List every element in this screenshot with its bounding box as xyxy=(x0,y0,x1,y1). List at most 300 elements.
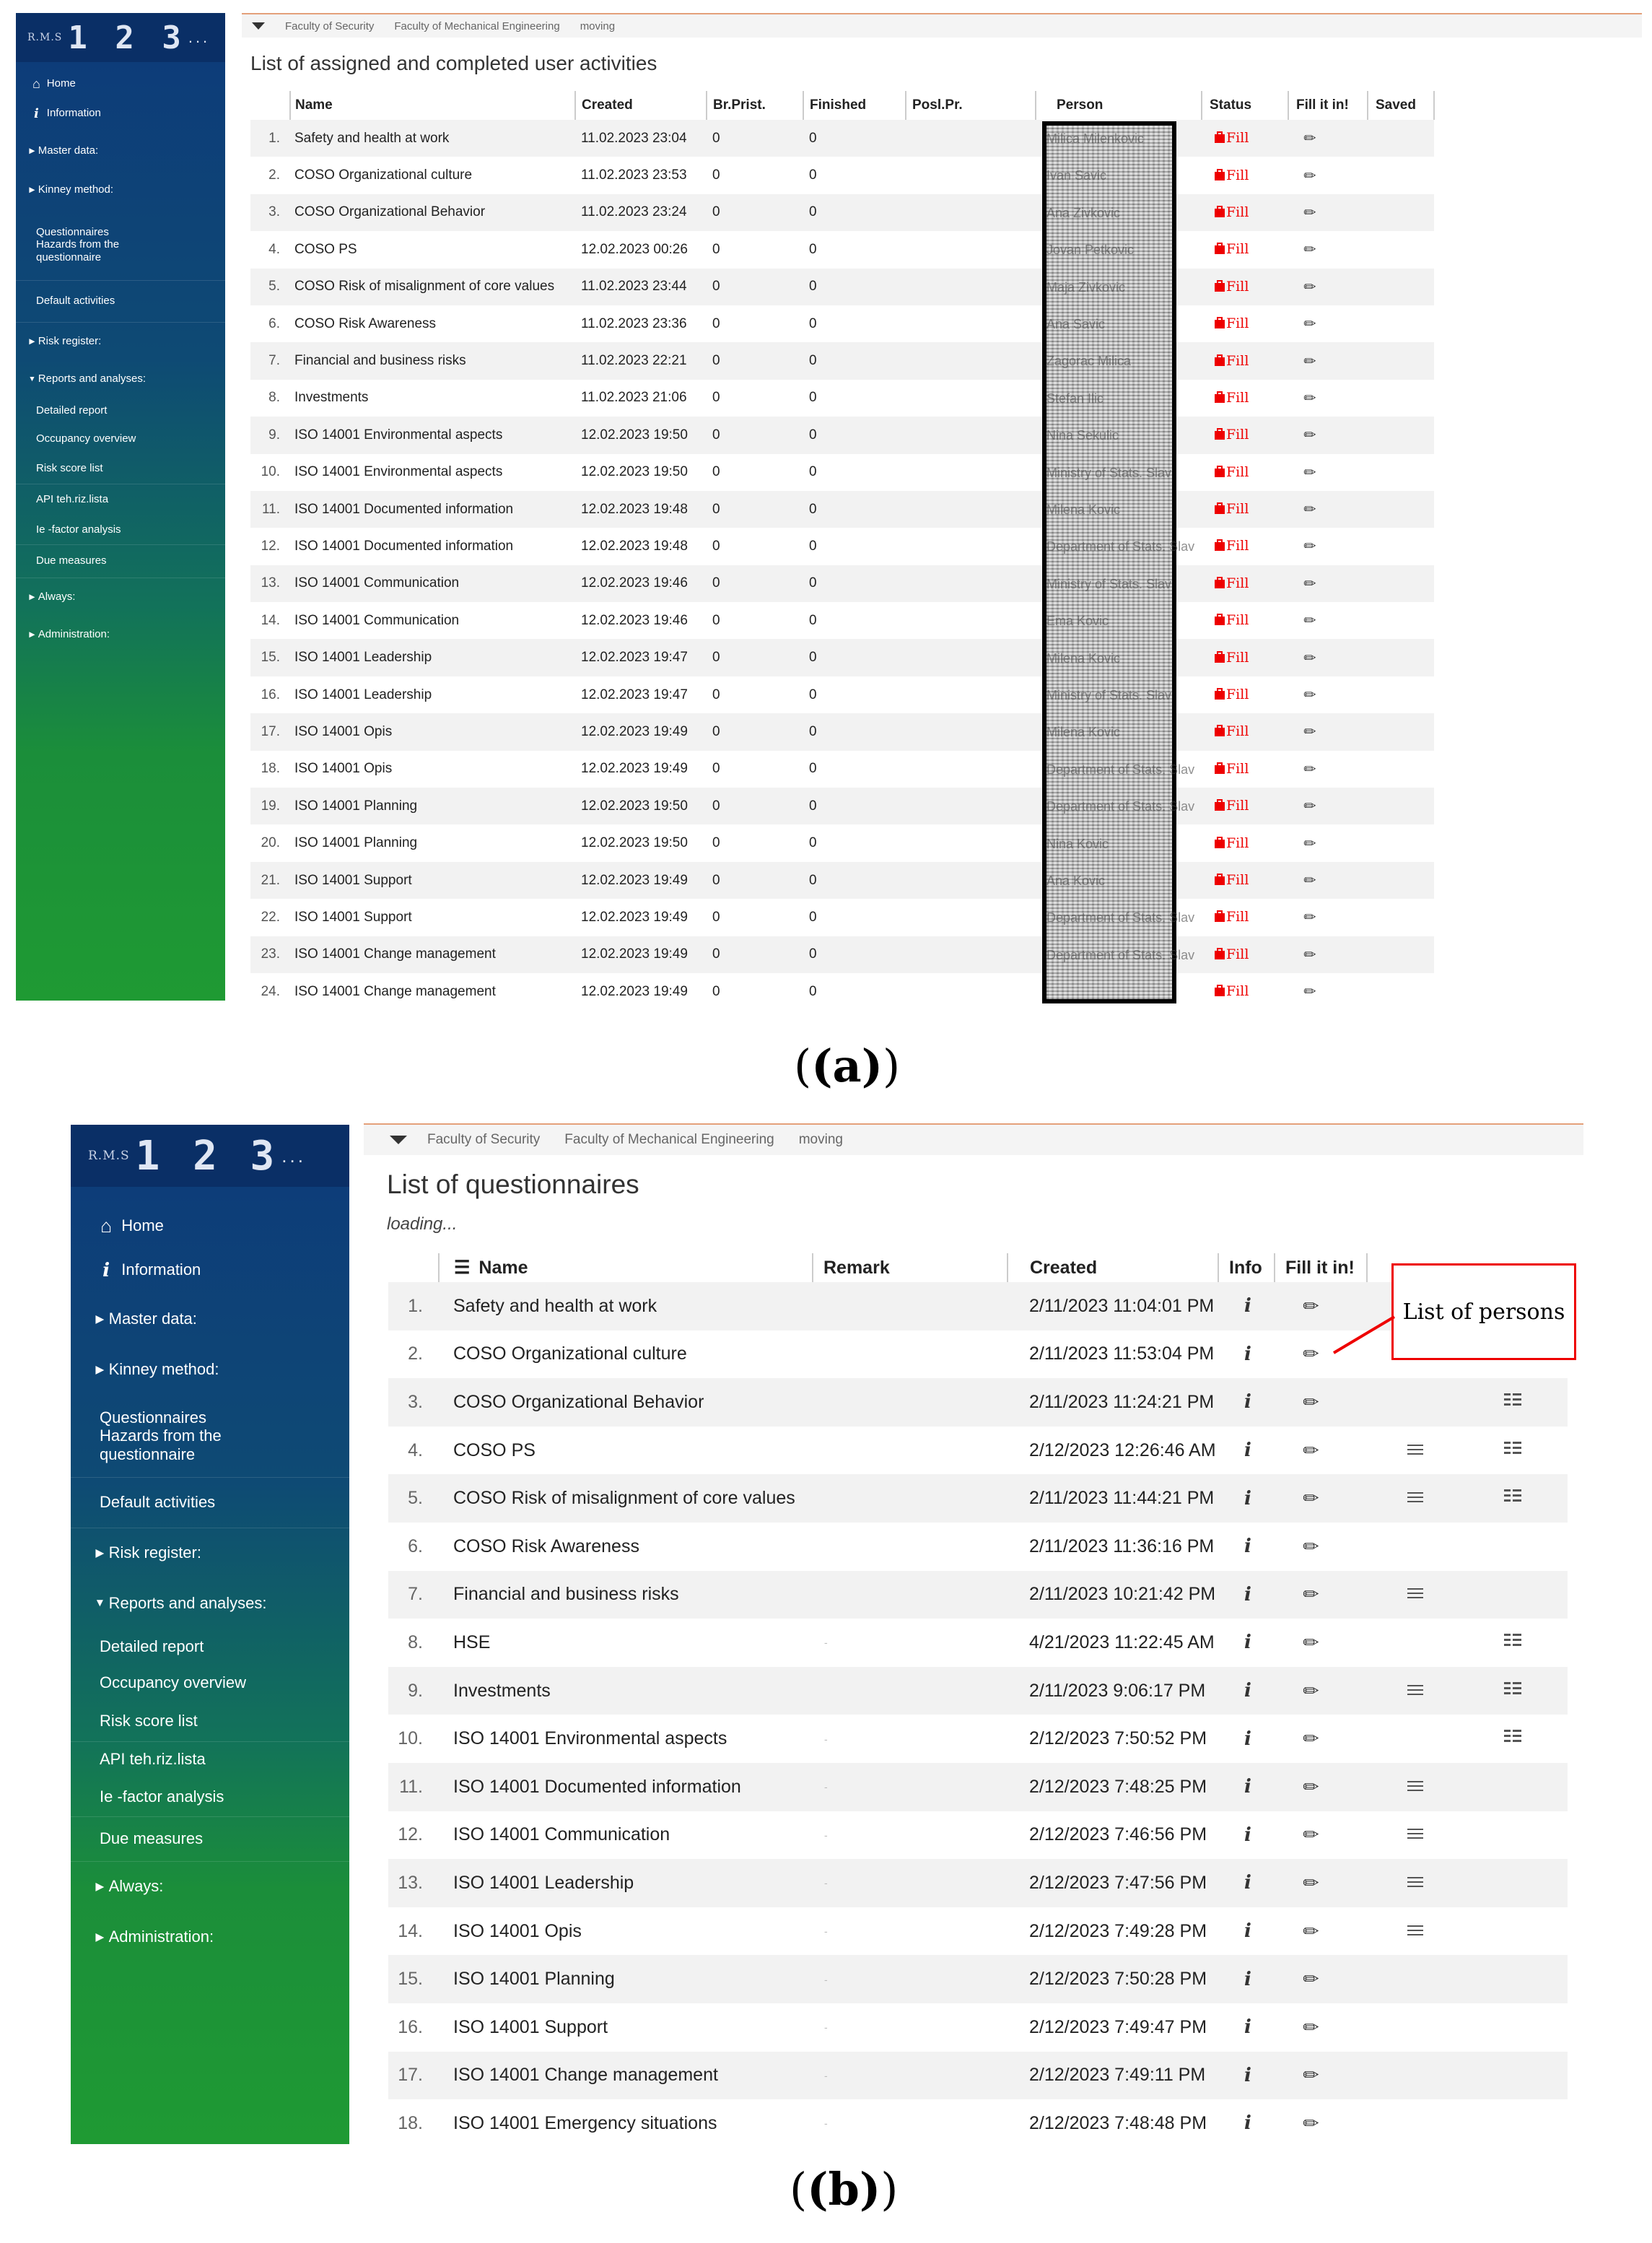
fill-it-in-cell[interactable] xyxy=(1288,194,1368,231)
table-row[interactable] xyxy=(250,380,1434,417)
status-cell[interactable] xyxy=(1202,269,1288,305)
sidebar-item-questionnaires[interactable] xyxy=(16,209,225,281)
form-cell[interactable] xyxy=(1474,1667,1568,1715)
sidebar-item-api-teh-riz-lista[interactable] xyxy=(71,1741,349,1777)
info-icon[interactable]: i xyxy=(1244,1343,1251,1365)
info-icon[interactable]: i xyxy=(1244,1824,1251,1846)
fill-it-in-cell[interactable] xyxy=(1288,936,1368,973)
info-cell[interactable] xyxy=(1218,1715,1275,1763)
pencil-icon[interactable]: ✎ xyxy=(1298,1437,1324,1464)
fill-it-in-cell[interactable] xyxy=(1288,676,1368,713)
fill-it-in-cell[interactable] xyxy=(1288,528,1368,565)
form-icon[interactable] xyxy=(1504,1440,1523,1456)
fill-it-in-cell[interactable] xyxy=(1275,2052,1367,2100)
form-icon[interactable] xyxy=(1504,1392,1523,1408)
info-cell[interactable] xyxy=(1218,1523,1275,1571)
fill-it-in-cell[interactable] xyxy=(1275,1907,1367,1956)
table-row[interactable] xyxy=(250,899,1434,936)
fill-it-in-cell[interactable] xyxy=(1288,417,1368,453)
fill-it-in-cell[interactable] xyxy=(1288,788,1368,824)
status-cell[interactable] xyxy=(1202,491,1288,528)
chevron-down-icon[interactable] xyxy=(252,22,265,30)
sidebar-item-due-measures[interactable] xyxy=(71,1816,349,1862)
column-header-info[interactable]: Info xyxy=(1218,1253,1275,1282)
table-row[interactable] xyxy=(388,1378,1568,1427)
pencil-icon[interactable]: ✎ xyxy=(1301,759,1321,780)
info-cell[interactable] xyxy=(1218,1763,1275,1811)
table-row[interactable] xyxy=(250,417,1434,453)
fill-it-in-cell[interactable] xyxy=(1288,120,1368,157)
sidebar-item-reports-and-analyses[interactable] xyxy=(16,361,225,397)
fill-it-in-cell[interactable] xyxy=(1288,713,1368,750)
list-icon[interactable] xyxy=(1407,1780,1423,1793)
sidebar-item-occupancy-overview[interactable] xyxy=(71,1665,349,1701)
list-icon[interactable] xyxy=(1407,1924,1423,1937)
pencil-icon[interactable]: ✎ xyxy=(1301,574,1321,594)
fill-it-in-cell[interactable] xyxy=(1275,1955,1367,2003)
sidebar-item-risk-register[interactable] xyxy=(71,1528,349,1578)
pencil-icon[interactable]: ✎ xyxy=(1301,685,1321,705)
breadcrumb-item[interactable]: Faculty of Mechanical Engineering xyxy=(564,1132,774,1147)
breadcrumb-item[interactable]: moving xyxy=(798,1132,843,1147)
info-icon[interactable]: i xyxy=(1244,1680,1251,1702)
pencil-icon[interactable]: ✎ xyxy=(1298,2109,1324,2137)
list-of-persons-cell[interactable] xyxy=(1367,1859,1474,1907)
fill-it-in-cell[interactable] xyxy=(1288,602,1368,639)
menu-icon[interactable]: ☰ xyxy=(454,1258,471,1278)
sidebar-item-due-measures[interactable] xyxy=(16,544,225,578)
sidebar-item-risk-register[interactable] xyxy=(16,322,225,361)
table-row[interactable] xyxy=(388,1571,1568,1619)
list-of-persons-cell[interactable] xyxy=(1367,1474,1474,1523)
table-row[interactable] xyxy=(388,2052,1568,2100)
sidebar-item-detailed-report[interactable] xyxy=(71,1629,349,1665)
table-row[interactable] xyxy=(388,1763,1568,1811)
info-icon[interactable]: i xyxy=(1244,1872,1251,1894)
pencil-icon[interactable]: ✎ xyxy=(1301,129,1321,149)
column-header-saved[interactable]: Saved xyxy=(1368,91,1434,120)
info-icon[interactable]: i xyxy=(1244,1632,1251,1654)
form-cell[interactable] xyxy=(1474,1378,1568,1427)
list-of-persons-cell[interactable] xyxy=(1367,1571,1474,1619)
created-date: 12.02.2023 00:26 xyxy=(581,241,688,257)
table-row[interactable] xyxy=(388,1955,1568,2003)
pencil-icon[interactable]: ✎ xyxy=(1298,1341,1324,1367)
fill-it-in-cell[interactable] xyxy=(1288,380,1368,417)
form-cell[interactable] xyxy=(1474,1955,1568,2003)
table-row[interactable] xyxy=(250,862,1434,899)
info-cell[interactable] xyxy=(1218,1474,1275,1523)
info-cell[interactable] xyxy=(1218,2003,1275,2052)
table-row[interactable] xyxy=(250,120,1434,157)
list-icon[interactable] xyxy=(1407,1827,1423,1840)
table-row[interactable] xyxy=(388,1859,1568,1907)
table-row[interactable] xyxy=(250,788,1434,824)
info-icon[interactable]: i xyxy=(1244,1776,1251,1798)
pencil-icon[interactable]: ✎ xyxy=(1298,1773,1324,1800)
pencil-icon[interactable]: ✎ xyxy=(1301,425,1321,445)
table-row[interactable] xyxy=(250,936,1434,973)
table-row[interactable] xyxy=(388,1427,1568,1475)
list-of-persons-cell[interactable] xyxy=(1367,1378,1474,1427)
list-of-persons-cell[interactable] xyxy=(1367,1619,1474,1667)
sidebar-item-ie-factor-analysis[interactable] xyxy=(16,515,225,545)
sidebar-item-home[interactable] xyxy=(71,1206,349,1246)
table-row[interactable] xyxy=(250,824,1434,861)
fill-it-in-cell[interactable] xyxy=(1288,269,1368,305)
list-of-persons-cell[interactable] xyxy=(1367,1955,1474,2003)
redacted-person: Nina Sekulic xyxy=(1046,428,1119,443)
sidebar-item-information[interactable] xyxy=(16,95,225,131)
fill-it-in-cell[interactable] xyxy=(1288,639,1368,676)
list-of-persons-cell[interactable] xyxy=(1367,2003,1474,2052)
pencil-icon[interactable]: ✎ xyxy=(1301,944,1321,965)
status-cell[interactable] xyxy=(1202,231,1288,268)
fill-it-in-cell[interactable] xyxy=(1275,1715,1367,1763)
table-row[interactable] xyxy=(388,1907,1568,1956)
form-cell[interactable] xyxy=(1474,1571,1568,1619)
column-header-finished[interactable]: Finished xyxy=(803,91,906,120)
fill-it-in-cell[interactable] xyxy=(1275,2099,1367,2148)
pencil-icon[interactable]: ✎ xyxy=(1301,907,1321,928)
fill-it-in-cell[interactable] xyxy=(1288,454,1368,491)
status-cell[interactable] xyxy=(1202,973,1288,1010)
info-icon[interactable]: i xyxy=(1244,1920,1251,1943)
pencil-icon[interactable]: ✎ xyxy=(1298,1388,1324,1416)
sidebar-item-home[interactable] xyxy=(16,72,225,95)
pencil-icon[interactable]: ✎ xyxy=(1298,1292,1324,1320)
column-header-br-prist[interactable]: Br.Prist. xyxy=(707,91,803,120)
info-icon[interactable]: i xyxy=(1244,1968,1251,1990)
sidebar-item-reports-and-analyses[interactable] xyxy=(71,1578,349,1629)
pencil-icon[interactable]: ✎ xyxy=(1298,1485,1324,1512)
list-icon[interactable] xyxy=(1407,1443,1423,1456)
table-row[interactable] xyxy=(388,1619,1568,1667)
info-icon[interactable]: i xyxy=(1244,1728,1251,1750)
info-cell[interactable] xyxy=(1218,1427,1275,1475)
sidebar-item-kinney-method[interactable] xyxy=(71,1344,349,1395)
info-cell[interactable] xyxy=(1218,1955,1275,2003)
sidebar-item-label: Always: xyxy=(108,1877,164,1896)
fill-it-in-cell[interactable] xyxy=(1288,899,1368,936)
status-cell[interactable] xyxy=(1202,454,1288,491)
sidebar-item-occupancy-overview[interactable] xyxy=(16,424,225,453)
list-of-persons-cell[interactable] xyxy=(1367,1523,1474,1571)
form-cell[interactable] xyxy=(1474,1859,1568,1907)
fill-it-in-cell[interactable] xyxy=(1275,1763,1367,1811)
sidebar-item-master-data[interactable] xyxy=(71,1294,349,1344)
form-cell[interactable] xyxy=(1474,1474,1568,1523)
fill-it-in-cell[interactable] xyxy=(1275,1523,1367,1571)
sidebar-item-administration[interactable] xyxy=(71,1912,349,1962)
pencil-icon[interactable]: ✎ xyxy=(1298,1869,1324,1896)
column-header-status[interactable]: Status xyxy=(1202,91,1288,120)
sidebar-item-label: Occupancy overview xyxy=(100,1673,246,1692)
pencil-icon[interactable]: ✎ xyxy=(1301,611,1321,631)
table-row[interactable] xyxy=(250,269,1434,305)
pencil-icon[interactable]: ✎ xyxy=(1301,500,1321,520)
column-header-created[interactable]: Created xyxy=(1008,1253,1218,1282)
info-cell[interactable] xyxy=(1218,1667,1275,1715)
remark-cell: - xyxy=(824,1637,828,1649)
list-icon[interactable] xyxy=(1407,1587,1423,1600)
list-of-persons-cell[interactable] xyxy=(1367,1811,1474,1860)
status-cell[interactable] xyxy=(1202,751,1288,788)
activity-name: ISO 14001 Change management xyxy=(294,983,496,999)
created-date: 11.02.2023 22:21 xyxy=(575,342,707,379)
table-row[interactable] xyxy=(388,1667,1568,1715)
status-cell[interactable] xyxy=(1202,602,1288,639)
pencil-icon[interactable]: ✎ xyxy=(1298,1821,1324,1848)
fill-it-in-cell[interactable] xyxy=(1288,751,1368,788)
pencil-icon[interactable]: ✎ xyxy=(1301,796,1321,816)
pencil-icon[interactable]: ✎ xyxy=(1301,871,1321,891)
fill-it-in-cell[interactable] xyxy=(1275,1859,1367,1907)
list-of-persons-cell[interactable] xyxy=(1367,1427,1474,1475)
table-row[interactable] xyxy=(388,2003,1568,2052)
sidebar-item-always[interactable] xyxy=(16,578,225,617)
pencil-icon[interactable]: ✎ xyxy=(1298,2013,1324,2041)
fill-it-in-cell[interactable] xyxy=(1288,565,1368,602)
sidebar-item-default-activities[interactable] xyxy=(16,280,225,323)
info-icon[interactable]: i xyxy=(1244,1391,1251,1414)
table-row[interactable] xyxy=(250,231,1434,268)
list-of-persons-cell[interactable] xyxy=(1367,1763,1474,1811)
table-row[interactable] xyxy=(250,751,1434,788)
fill-it-in-cell[interactable] xyxy=(1288,305,1368,342)
chevron-down-icon[interactable] xyxy=(390,1136,407,1144)
column-header-posl-pr[interactable]: Posl.Pr. xyxy=(906,91,1036,120)
fill-it-in-cell[interactable] xyxy=(1288,342,1368,379)
fill-it-in-cell[interactable] xyxy=(1288,824,1368,861)
fill-it-in-cell[interactable] xyxy=(1288,973,1368,1010)
table-row[interactable] xyxy=(250,973,1434,1010)
fill-it-in-cell[interactable] xyxy=(1288,491,1368,528)
created-date: 2/12/2023 7:46:56 PM xyxy=(1029,1824,1207,1845)
form-cell[interactable] xyxy=(1474,2003,1568,2052)
pencil-icon[interactable]: ✎ xyxy=(1298,1917,1324,1944)
sidebar-item-master-data[interactable] xyxy=(16,131,225,170)
fill-status-icon xyxy=(1215,840,1225,848)
posl-pr-value xyxy=(906,417,1036,453)
status-cell[interactable] xyxy=(1202,899,1288,936)
status-cell[interactable] xyxy=(1202,824,1288,861)
pencil-icon[interactable]: ✎ xyxy=(1301,462,1321,483)
table-row[interactable] xyxy=(388,2099,1568,2148)
pencil-icon[interactable]: ✎ xyxy=(1301,240,1321,260)
form-cell[interactable] xyxy=(1474,1811,1568,1860)
table-row[interactable] xyxy=(250,639,1434,676)
pencil-icon[interactable]: ✎ xyxy=(1301,722,1321,742)
form-icon[interactable] xyxy=(1504,1632,1523,1648)
table-row[interactable] xyxy=(250,194,1434,231)
sidebar-item-administration[interactable] xyxy=(16,617,225,653)
form-cell[interactable] xyxy=(1474,1523,1568,1571)
form-cell[interactable] xyxy=(1474,1427,1568,1475)
list-icon-line xyxy=(1407,1597,1423,1598)
fill-it-in-cell[interactable] xyxy=(1288,862,1368,899)
fill-it-in-cell[interactable] xyxy=(1275,1378,1367,1427)
sidebar-item-detailed-report[interactable] xyxy=(16,397,225,424)
sidebar-item-always[interactable] xyxy=(71,1861,349,1912)
table-row[interactable] xyxy=(250,602,1434,639)
info-icon[interactable]: i xyxy=(1244,1583,1251,1606)
pencil-icon[interactable]: ✎ xyxy=(1298,1533,1324,1560)
form-cell[interactable] xyxy=(1474,1715,1568,1763)
info-cell[interactable] xyxy=(1218,2052,1275,2100)
row-number: 12. xyxy=(398,1824,423,1845)
triangle-right-icon: ▶ xyxy=(95,1363,105,1376)
table-row[interactable] xyxy=(250,454,1434,491)
info-cell[interactable] xyxy=(1218,1330,1275,1379)
table-row[interactable] xyxy=(250,528,1434,565)
info-icon[interactable]: i xyxy=(1244,2112,1251,2135)
form-icon[interactable] xyxy=(1504,1728,1523,1744)
form-icon-part xyxy=(1504,1639,1511,1641)
form-cell[interactable] xyxy=(1474,1763,1568,1811)
activity-name: COSO Organizational culture xyxy=(294,167,473,183)
table-row[interactable] xyxy=(388,1715,1568,1763)
pencil-icon[interactable]: ✎ xyxy=(1301,314,1321,334)
status-cell[interactable] xyxy=(1202,380,1288,417)
column-header-remark[interactable]: Remark xyxy=(813,1253,1008,1282)
pencil-icon[interactable]: ✎ xyxy=(1298,2062,1324,2089)
pencil-icon[interactable]: ✎ xyxy=(1301,648,1321,668)
column-header-fill-it-in[interactable]: Fill it in! xyxy=(1288,91,1368,120)
form-cell[interactable] xyxy=(1474,1907,1568,1956)
table-row[interactable] xyxy=(250,713,1434,750)
pencil-icon[interactable]: ✎ xyxy=(1298,1725,1324,1752)
status-cell[interactable] xyxy=(1202,528,1288,565)
fill-it-in-cell[interactable] xyxy=(1275,1619,1367,1667)
pencil-icon[interactable]: ✎ xyxy=(1301,165,1321,186)
fill-it-in-cell[interactable] xyxy=(1275,1667,1367,1715)
table-row[interactable] xyxy=(250,157,1434,193)
list-icon[interactable] xyxy=(1407,1876,1423,1889)
info-cell[interactable] xyxy=(1218,1619,1275,1667)
pencil-icon[interactable]: ✎ xyxy=(1301,982,1321,1002)
table-row[interactable] xyxy=(250,342,1434,379)
sidebar-item-risk-score-list[interactable] xyxy=(71,1701,349,1742)
info-cell[interactable] xyxy=(1218,1378,1275,1427)
info-icon[interactable]: i xyxy=(1244,1536,1251,1558)
pencil-icon[interactable]: ✎ xyxy=(1298,1581,1324,1608)
list-of-persons-cell[interactable] xyxy=(1367,1715,1474,1763)
info-cell[interactable] xyxy=(1218,1907,1275,1956)
fill-it-in-cell[interactable] xyxy=(1275,1811,1367,1860)
table-row[interactable] xyxy=(388,1523,1568,1571)
status-cell[interactable] xyxy=(1202,936,1288,973)
form-cell[interactable] xyxy=(1474,2052,1568,2100)
form-icon[interactable] xyxy=(1504,1681,1523,1697)
status-cell[interactable] xyxy=(1202,194,1288,231)
sidebar-item-information[interactable] xyxy=(71,1246,349,1294)
pencil-icon[interactable]: ✎ xyxy=(1298,1629,1324,1656)
sidebar-item-questionnaires[interactable] xyxy=(71,1395,349,1478)
status-cell[interactable] xyxy=(1202,862,1288,899)
info-cell[interactable] xyxy=(1218,1811,1275,1860)
status-cell[interactable] xyxy=(1202,676,1288,713)
status-cell[interactable] xyxy=(1202,713,1288,750)
info-cell[interactable] xyxy=(1218,1282,1275,1330)
fill-it-in-cell[interactable] xyxy=(1275,1427,1367,1475)
sidebar-item-risk-score-list[interactable] xyxy=(16,453,225,484)
status-cell[interactable] xyxy=(1202,342,1288,379)
breadcrumb-item[interactable]: moving xyxy=(580,19,616,32)
list-of-persons-cell[interactable] xyxy=(1367,2052,1474,2100)
column-header-created[interactable]: Created xyxy=(575,91,707,120)
breadcrumb-item[interactable]: Faculty of Security xyxy=(285,19,375,32)
breadcrumb-item[interactable]: Faculty of Security xyxy=(427,1132,541,1147)
column-header-name[interactable]: Name xyxy=(290,91,575,120)
sidebar-item-default-activities[interactable] xyxy=(71,1477,349,1528)
column-header-person[interactable]: Person xyxy=(1036,91,1202,120)
column-header-fill-it-in[interactable]: Fill it in! xyxy=(1275,1253,1367,1282)
table-row[interactable] xyxy=(388,1811,1568,1860)
status-cell[interactable] xyxy=(1202,120,1288,157)
info-cell[interactable] xyxy=(1218,2099,1275,2148)
info-icon[interactable]: i xyxy=(1244,1440,1251,1462)
pencil-icon[interactable]: ✎ xyxy=(1301,351,1321,372)
pencil-icon[interactable]: ✎ xyxy=(1298,1965,1324,1992)
list-icon[interactable] xyxy=(1407,1491,1423,1504)
list-of-persons-cell[interactable] xyxy=(1367,1907,1474,1956)
form-icon[interactable] xyxy=(1504,1488,1523,1504)
table-row[interactable] xyxy=(250,305,1434,342)
row-number: 9. xyxy=(388,1667,439,1715)
pencil-icon[interactable]: ✎ xyxy=(1301,276,1321,297)
status-cell[interactable] xyxy=(1202,157,1288,193)
form-icon-part xyxy=(1513,1393,1521,1395)
sidebar-item-api-teh-riz-lista[interactable] xyxy=(16,484,225,515)
info-icon[interactable]: i xyxy=(1244,1487,1251,1510)
list-icon[interactable] xyxy=(1407,1684,1423,1697)
status-cell[interactable] xyxy=(1202,788,1288,824)
info-cell[interactable] xyxy=(1218,1859,1275,1907)
info-icon[interactable]: i xyxy=(1244,1295,1251,1318)
breadcrumb-item[interactable]: Faculty of Mechanical Engineering xyxy=(394,19,560,32)
info-icon[interactable]: i xyxy=(1244,2016,1251,2039)
table-row[interactable] xyxy=(250,565,1434,602)
list-of-persons-cell[interactable] xyxy=(1367,1667,1474,1715)
fill-it-in-cell[interactable] xyxy=(1275,1474,1367,1523)
table-row[interactable] xyxy=(250,491,1434,528)
pencil-icon[interactable]: ✎ xyxy=(1298,1677,1324,1704)
form-cell[interactable] xyxy=(1474,1619,1568,1667)
sidebar-item-ie-factor-analysis[interactable] xyxy=(71,1777,349,1817)
fill-it-in-cell[interactable] xyxy=(1288,157,1368,193)
list-of-persons-cell[interactable] xyxy=(1367,2099,1474,2148)
table-row[interactable] xyxy=(388,1474,1568,1523)
form-cell[interactable] xyxy=(1474,2099,1568,2148)
fill-it-in-cell[interactable] xyxy=(1275,2003,1367,2052)
status-cell[interactable] xyxy=(1202,305,1288,342)
status-cell[interactable] xyxy=(1202,639,1288,676)
pencil-icon[interactable]: ✎ xyxy=(1301,388,1321,409)
fill-it-in-cell[interactable] xyxy=(1275,1571,1367,1619)
pencil-icon[interactable]: ✎ xyxy=(1301,833,1321,854)
status-cell[interactable] xyxy=(1202,417,1288,453)
info-cell[interactable] xyxy=(1218,1571,1275,1619)
table-row[interactable] xyxy=(250,676,1434,713)
fill-it-in-cell[interactable] xyxy=(1288,231,1368,268)
status-cell[interactable] xyxy=(1202,565,1288,602)
column-header-name[interactable] xyxy=(439,1253,813,1282)
info-icon[interactable]: i xyxy=(1244,2064,1251,2086)
sidebar-item-kinney-method[interactable] xyxy=(16,170,225,209)
pencil-icon[interactable]: ✎ xyxy=(1301,536,1321,557)
pencil-icon[interactable]: ✎ xyxy=(1301,203,1321,223)
